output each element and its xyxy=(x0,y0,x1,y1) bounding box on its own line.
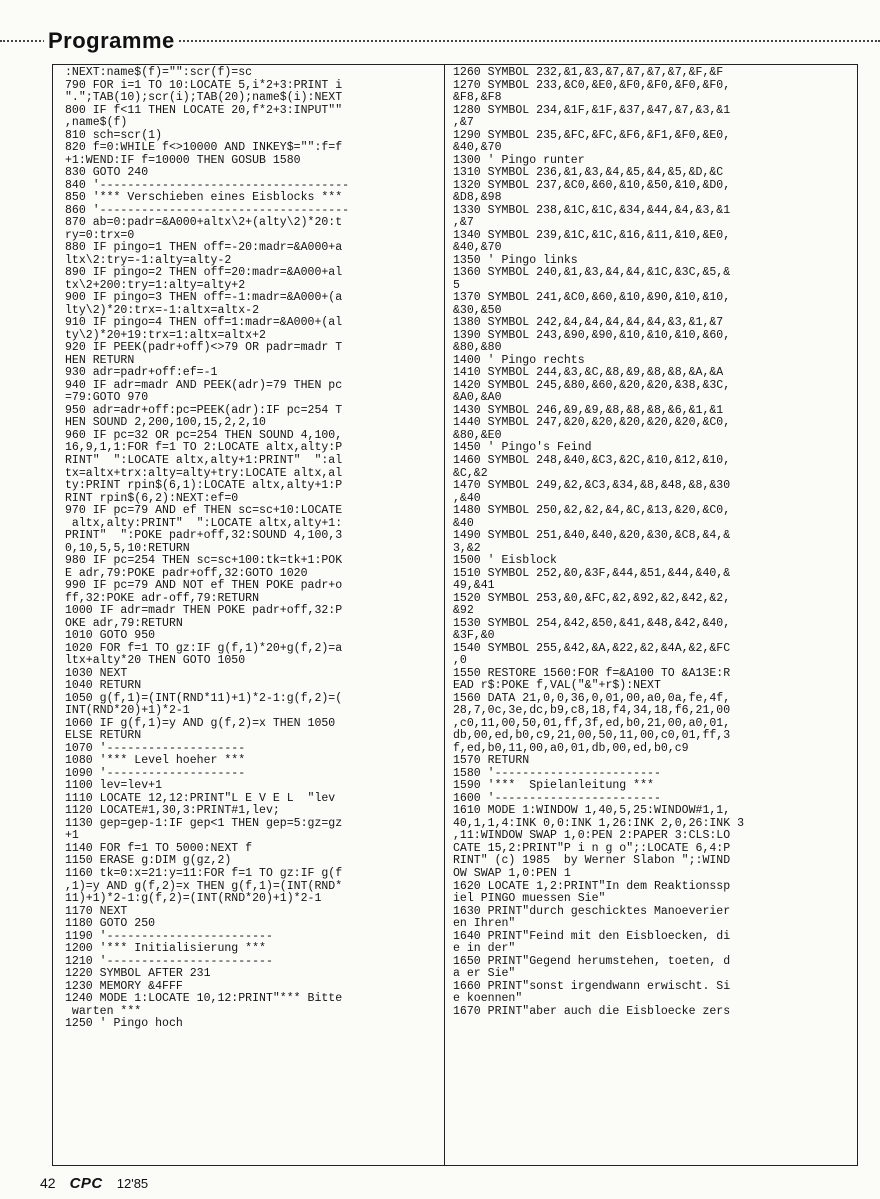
code-line: ty:PRINT rpin$(6,1):LOCATE altx,alty+1:P xyxy=(65,479,343,493)
code-line: 850 '*** Verschieben eines Eisblocks *** xyxy=(65,191,343,205)
code-line: e in der" xyxy=(453,942,516,956)
code-line: ff,32:POKE adr-off,79:RETURN xyxy=(65,591,260,605)
code-line: 990 IF pc=79 AND NOT ef THEN POKE padr+o xyxy=(65,579,343,593)
code-line: HEN RETURN xyxy=(65,353,135,367)
code-line: 970 IF pc=79 AND ef THEN sc=sc+10:LOCATE xyxy=(65,504,343,518)
code-line: 790 FOR i=1 TO 10:LOCATE 5,i*2+3:PRINT i xyxy=(65,78,343,92)
code-line: 1620 LOCATE 1,2:PRINT"In dem Reaktionssp xyxy=(453,879,731,893)
code-line: :NEXT:name$(f)="":scr(f)=sc xyxy=(65,66,253,79)
code-line: HEN SOUND 2,200,100,15,2,2,10 xyxy=(65,416,266,430)
code-line: 1390 SYMBOL 243,&90,&90,&10,&10,&10,&60, xyxy=(453,328,731,342)
code-line: 1320 SYMBOL 237,&C0,&60,&10,&50,&10,&D0, xyxy=(453,178,731,192)
code-line: ELSE RETURN xyxy=(65,729,142,743)
code-line: 810 sch=scr(1) xyxy=(65,128,163,142)
code-line: 1260 SYMBOL 232,&1,&3,&7,&7,&7,&7,&F,&F xyxy=(453,66,724,79)
code-line: 0,10,5,5,10:RETURN xyxy=(65,541,190,555)
code-line: f,ed,b0,11,00,a0,01,db,00,ed,b0,c9 xyxy=(453,741,689,755)
magazine-name: CPC xyxy=(69,1175,103,1192)
code-line: 1380 SYMBOL 242,&4,&4,&4,&4,&4,&3,&1,&7 xyxy=(453,316,724,330)
code-line: +1 xyxy=(65,829,79,843)
code-line: 800 IF f<11 THEN LOCATE 20,f*2+3:INPUT"" xyxy=(65,103,343,117)
code-line: +1:WEND:IF f=10000 THEN GOSUB 1580 xyxy=(65,153,301,167)
code-line: 1490 SYMBOL 251,&40,&40,&20,&30,&C8,&4,& xyxy=(453,529,731,543)
code-line: RINT rpin$(6,2):NEXT:ef=0 xyxy=(65,491,239,505)
code-line: RINT" ":LOCATE altx,alty+1:PRINT" ":al xyxy=(65,453,343,467)
code-line: 1670 PRINT"aber auch die Eisbloecke zers xyxy=(453,1004,731,1018)
code-line: 890 IF pingo=2 THEN off=20:madr=&A000+al xyxy=(65,266,343,280)
code-line: 1570 RETURN xyxy=(453,754,530,768)
code-line: EAD r$:POKE f,VAL("&"+r$):NEXT xyxy=(453,679,661,693)
code-line: tx\2+200:try=1:alty=alty+2 xyxy=(65,278,246,292)
code-line: ry=0:trx=0 xyxy=(65,228,135,242)
code-line: 1210 '------------------------ xyxy=(65,954,273,968)
code-line: 1460 SYMBOL 248,&40,&C3,&2C,&10,&12,&10, xyxy=(453,453,731,467)
code-line: db,00,ed,b0,c9,21,00,50,11,00,c0,01,ff,3 xyxy=(453,729,731,743)
code-line: 1540 SYMBOL 255,&42,&A,&22,&2,&4A,&2,&FC xyxy=(453,641,731,655)
code-line: PRINT" ":POKE padr+off,32:SOUND 4,100,3 xyxy=(65,529,343,543)
code-line: &80,&80 xyxy=(453,341,502,355)
code-line: &3F,&0 xyxy=(453,629,495,643)
code-line: ,c0,11,00,50,01,ff,3f,ed,b0,21,00,a0,01, xyxy=(453,716,731,730)
code-line: 1440 SYMBOL 247,&20,&20,&20,&20,&20,&C0, xyxy=(453,416,731,430)
code-line: 1600 '------------------------ xyxy=(453,791,661,805)
code-line: 820 f=0:WHILE f<>10000 AND INKEY$="":f=f xyxy=(65,141,343,155)
code-line: &D8,&98 xyxy=(453,191,502,205)
code-line: 830 GOTO 240 xyxy=(65,166,149,180)
page-footer xyxy=(40,1175,148,1192)
code-line: 1660 PRINT"sonst irgendwann erwischt. Si xyxy=(453,979,731,993)
code-line: &40,&70 xyxy=(453,241,502,255)
code-line: 870 ab=0:padr=&A000+altx\2+(alty\2)*20:t xyxy=(65,216,343,230)
code-line: &40 xyxy=(453,516,474,530)
code-line: 1030 NEXT xyxy=(65,666,128,680)
code-line: 1480 SYMBOL 250,&2,&2,&4,&C,&13,&20,&C0, xyxy=(453,504,731,518)
code-line: 1400 ' Pingo rechts xyxy=(453,353,585,367)
code-line: 960 IF pc=32 OR pc=254 THEN SOUND 4,100, xyxy=(65,428,343,442)
code-line: 16,9,1,1:FOR f=1 TO 2:LOCATE altx,alty:P xyxy=(65,441,343,455)
code-line: &A0,&A0 xyxy=(453,391,502,405)
code-line: 1090 '-------------------- xyxy=(65,766,246,780)
code-line: &C,&2 xyxy=(453,466,488,480)
code-line: 11)+1)*2-1:g(f,2)=(INT(RND*20)+1)*2-1 xyxy=(65,892,322,906)
code-line: &92 xyxy=(453,604,474,618)
code-line: en Ihren" xyxy=(453,917,516,931)
section-title: Programme xyxy=(44,28,179,54)
code-line: 1420 SYMBOL 245,&80,&60,&20,&20,&38,&3C, xyxy=(453,378,731,392)
code-line: 1580 '------------------------ xyxy=(453,766,661,780)
code-line: =79:GOTO 970 xyxy=(65,391,149,405)
code-line: ltx\2:try=-1:alty=alty-2 xyxy=(65,253,232,267)
code-line: ,&40 xyxy=(453,491,481,505)
code-line: 1130 gep=gep-1:IF gep<1 THEN gep=5:gz=gz xyxy=(65,816,343,830)
code-line: 1310 SYMBOL 236,&1,&3,&4,&5,&4,&5,&D,&C xyxy=(453,166,724,180)
code-line: 900 IF pingo=3 THEN off=-1:madr=&A000+(a xyxy=(65,291,343,305)
code-line: 1300 ' Pingo runter xyxy=(453,153,585,167)
code-line: 1410 SYMBOL 244,&3,&C,&8,&9,&8,&8,&A,&A xyxy=(453,366,724,380)
code-line: 1020 FOR f=1 TO gz:IF g(f,1)*20+g(f,2)=a xyxy=(65,641,343,655)
code-line: 940 IF adr=madr AND PEEK(adr)=79 THEN pc xyxy=(65,378,343,392)
code-line: E adr,79:POKE padr+off,32:GOTO 1020 xyxy=(65,566,308,580)
code-line: 1250 ' Pingo hoch xyxy=(65,1017,183,1031)
code-line: ,0 xyxy=(453,654,467,668)
code-line: iel PINGO muessen Sie" xyxy=(453,892,606,906)
code-line: 1550 RESTORE 1560:FOR f=&A100 TO &A13E:R xyxy=(453,666,731,680)
code-line: 1350 ' Pingo links xyxy=(453,253,578,267)
code-line: ty\2)*20+19:trx=1:altx=altx+2 xyxy=(65,328,266,342)
listing-right-column xyxy=(453,67,744,1018)
code-line: ".";TAB(10);scr(i);TAB(20);name$(i):NEXT xyxy=(65,91,343,105)
code-line: &F8,&F8 xyxy=(453,91,502,105)
listing-left-column xyxy=(65,67,349,1031)
code-line: 1160 tk=0:x=21:y=11:FOR f=1 TO gz:IF g(f xyxy=(65,867,343,880)
code-line: 950 adr=adr+off:pc=PEEK(adr):IF pc=254 T xyxy=(65,403,343,417)
code-line: 1170 NEXT xyxy=(65,904,128,918)
code-line: 5 xyxy=(453,278,460,292)
code-line: 1270 SYMBOL 233,&C0,&E0,&F0,&F0,&F0,&F0, xyxy=(453,78,731,92)
code-line: 1010 GOTO 950 xyxy=(65,629,156,643)
code-line: altx,alty:PRINT" ":LOCATE altx,alty+1: xyxy=(65,516,343,530)
code-line: 1650 PRINT"Gegend herumstehen, toeten, d xyxy=(453,954,731,968)
code-line: 1000 IF adr=madr THEN POKE padr+off,32:P xyxy=(65,604,343,618)
code-line: tx=altx+trx:alty=alty+try:LOCATE altx,al xyxy=(65,466,343,480)
code-line: 920 IF PEEK(padr+off)<>79 OR padr=madr T xyxy=(65,341,343,355)
column-divider xyxy=(444,64,445,1166)
code-line: 1240 MODE 1:LOCATE 10,12:PRINT"*** Bitte xyxy=(65,992,343,1006)
code-line: 840 '------------------------------------ xyxy=(65,178,350,192)
code-line: 1430 SYMBOL 246,&9,&9,&8,&8,&8,&6,&1,&1 xyxy=(453,403,724,417)
code-line: OW SWAP 1,0:PEN 1 xyxy=(453,867,571,880)
code-line: 1450 ' Pingo's Feind xyxy=(453,441,592,455)
code-line: 1070 '-------------------- xyxy=(65,741,246,755)
code-line: 1280 SYMBOL 234,&1F,&1F,&37,&47,&7,&3,&1 xyxy=(453,103,731,117)
code-line: 1060 IF g(f,1)=y AND g(f,2)=x THEN 1050 xyxy=(65,716,336,730)
code-line: 49,&41 xyxy=(453,579,495,593)
code-line: &40,&70 xyxy=(453,141,502,155)
code-line: 1140 FOR f=1 TO 5000:NEXT f xyxy=(65,841,253,855)
code-line: CATE 15,2:PRINT"P i n g o";:LOCATE 6,4:P xyxy=(453,841,731,855)
code-line: 1230 MEMORY &4FFF xyxy=(65,979,183,993)
code-line: 1100 lev=lev+1 xyxy=(65,779,163,793)
code-line: RINT" (c) 1985 by Werner Slabon ";:WIND xyxy=(453,854,731,868)
code-line: 1040 RETURN xyxy=(65,679,142,693)
code-line: warten *** xyxy=(65,1004,142,1018)
code-line: 1220 SYMBOL AFTER 231 xyxy=(65,967,211,981)
code-line: 40,1,1,4:INK 0,0:INK 1,26:INK 2,0,26:INK 3 xyxy=(453,816,745,830)
code-line: 1200 '*** Initialisierung *** xyxy=(65,942,266,956)
code-line: 980 IF pc=254 THEN sc=sc+100:tk=tk+1:POK xyxy=(65,554,343,568)
code-line: 1560 DATA 21,0,0,36,0,01,00,a0,0a,fe,4f, xyxy=(453,691,731,705)
code-line: 910 IF pingo=4 THEN off=1:madr=&A000+(al xyxy=(65,316,343,330)
code-line: 930 adr=padr+off:ef=-1 xyxy=(65,366,218,380)
code-line: 1470 SYMBOL 249,&2,&C3,&34,&8,&48,&8,&30 xyxy=(453,479,731,493)
code-line: 880 IF pingo=1 THEN off=-20:madr=&A000+a xyxy=(65,241,343,255)
code-line: e koennen" xyxy=(453,992,523,1006)
code-line: 1050 g(f,1)=(INT(RND*11)+1)*2-1:g(f,2)=( xyxy=(65,691,343,705)
code-line: 1330 SYMBOL 238,&1C,&1C,&34,&44,&4,&3,&1 xyxy=(453,203,731,217)
code-line: lty\2)*20:trx=-1:altx=altx-2 xyxy=(65,303,260,317)
code-line: ,&7 xyxy=(453,216,474,230)
code-line: ,name$(f) xyxy=(65,116,128,130)
code-line: ltx+alty*20 THEN GOTO 1050 xyxy=(65,654,246,668)
code-line: 1590 '*** Spielanleitung *** xyxy=(453,779,654,793)
code-line: 1510 SYMBOL 252,&0,&3F,&44,&51,&44,&40,& xyxy=(453,566,731,580)
issue-date: 12'85 xyxy=(116,1176,149,1191)
code-line: 1520 SYMBOL 253,&0,&FC,&2,&92,&2,&42,&2, xyxy=(453,591,731,605)
code-line: &30,&50 xyxy=(453,303,502,317)
code-line: 1190 '------------------------ xyxy=(65,929,273,943)
code-line: 1290 SYMBOL 235,&FC,&FC,&F6,&F1,&F0,&E0, xyxy=(453,128,731,142)
code-line: INT(RND*20)+1)*2-1 xyxy=(65,704,190,718)
code-line: ,1)=y AND g(f,2)=x THEN g(f,1)=(INT(RND* xyxy=(65,879,343,893)
code-line: 1370 SYMBOL 241,&C0,&60,&10,&90,&10,&10, xyxy=(453,291,731,305)
code-line: 28,7,0c,3e,dc,b9,c8,18,f4,34,18,f6,21,00 xyxy=(453,704,731,718)
code-line: 3,&2 xyxy=(453,541,481,555)
code-line: 1610 MODE 1:WINDOW 1,40,5,25:WINDOW#1,1, xyxy=(453,804,731,818)
code-line: 1500 ' Eisblock xyxy=(453,554,557,568)
code-line: 1180 GOTO 250 xyxy=(65,917,156,931)
code-line: 860 '------------------------------------ xyxy=(65,203,350,217)
code-line: ,11:WINDOW SWAP 1,0:PEN 2:PAPER 3:CLS:LO xyxy=(453,829,731,843)
code-line: 1150 ERASE g:DIM g(gz,2) xyxy=(65,854,232,868)
code-line: 1630 PRINT"durch geschicktes Manoeverier xyxy=(453,904,731,918)
code-line: 1340 SYMBOL 239,&1C,&1C,&16,&11,&10,&E0, xyxy=(453,228,731,242)
page-number: 42 xyxy=(40,1175,56,1191)
code-line: 1080 '*** Level hoeher *** xyxy=(65,754,246,768)
code-line: 1640 PRINT"Feind mit den Eisbloecken, di xyxy=(453,929,731,943)
code-line: &80,&E0 xyxy=(453,428,502,442)
code-line: 1530 SYMBOL 254,&42,&50,&41,&48,&42,&40, xyxy=(453,616,731,630)
code-line: OKE adr,79:RETURN xyxy=(65,616,183,630)
code-line: 1360 SYMBOL 240,&1,&3,&4,&4,&1C,&3C,&5,& xyxy=(453,266,731,280)
code-line: ,&7 xyxy=(453,116,474,130)
code-line: a er Sie" xyxy=(453,967,516,981)
code-line: 1110 LOCATE 12,12:PRINT"L E V E L "lev xyxy=(65,791,336,805)
code-line: 1120 LOCATE#1,30,3:PRINT#1,lev; xyxy=(65,804,280,818)
